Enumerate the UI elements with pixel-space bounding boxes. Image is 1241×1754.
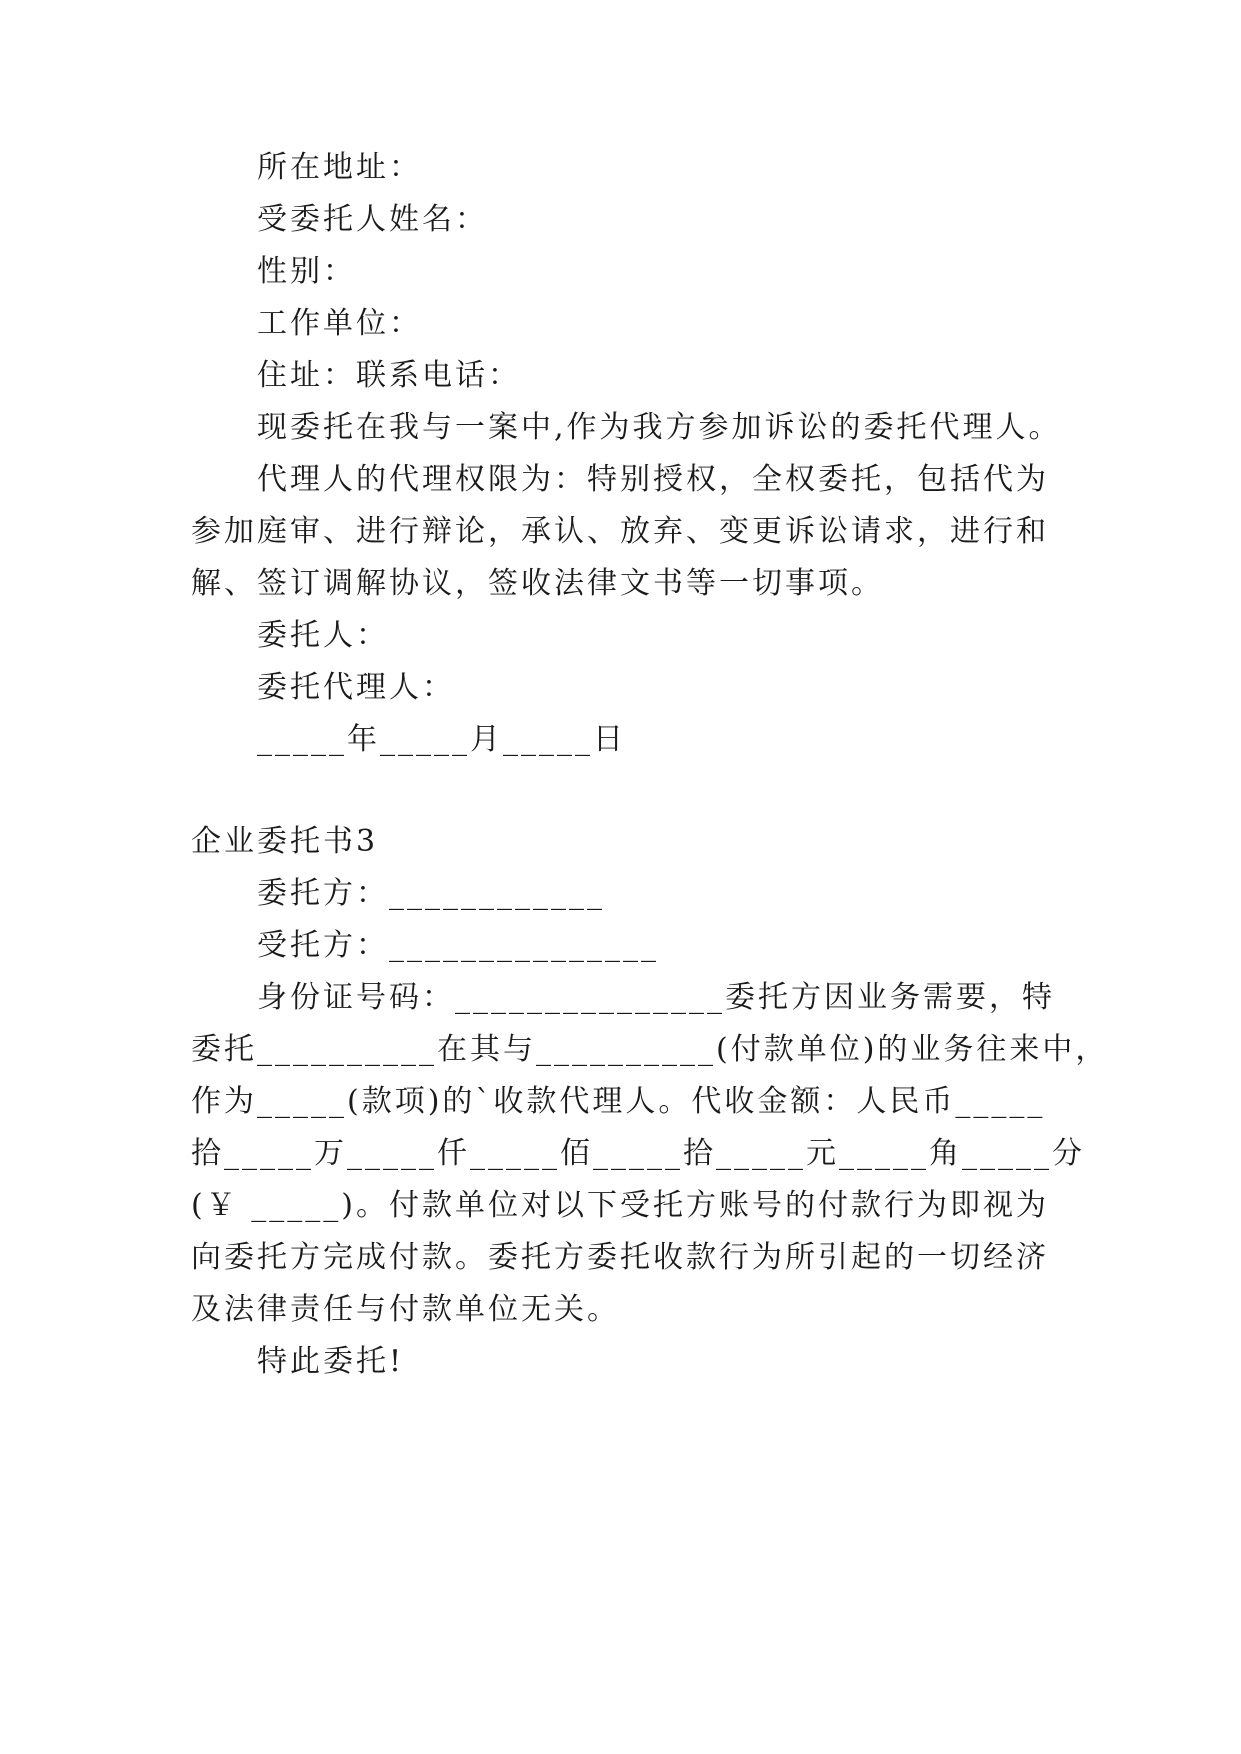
body-line: (￥ _____)。付款单位对以下受托方账号的付款行为即视为 — [191, 1188, 1049, 1223]
authority-line: 解、签订调解协议，签收法律文书等一切事项。 — [191, 566, 884, 601]
body-line: 及法律责任与付款单位无关。 — [191, 1292, 620, 1327]
gender-label: 性别： — [257, 254, 356, 289]
closing-line: 特此委托! — [257, 1344, 405, 1379]
body-line: 身份证号码：_______________委托方因业务需要，特 — [257, 980, 1055, 1015]
work-unit-label: 工作单位： — [257, 306, 422, 341]
body-line: 向委托方完成付款。委托方委托收款行为所引起的一切经济 — [191, 1240, 1049, 1275]
body-line: 拾_____万_____仟_____佰_____拾_____元_____角_____分 — [191, 1136, 1085, 1171]
agent-name-label: 受委托人姓名： — [257, 202, 488, 237]
address-phone-label: 住址：联系电话： — [257, 358, 521, 393]
authority-line: 代理人的代理权限为：特别授权，全权委托，包括代为 — [257, 462, 1049, 497]
authority-line: 参加庭审、进行辩论，承认、放弃、变更诉讼请求，进行和 — [191, 514, 1049, 549]
agent-label: 委托代理人： — [257, 670, 455, 705]
section-title: 企业委托书3 — [191, 824, 379, 859]
body-line: 委托__________在其与__________(付款单位)的业务往来中， — [191, 1032, 1109, 1067]
principal-field: 委托方：____________ — [257, 876, 605, 911]
entrust-statement: 现委托在我与一案中,作为我方参加诉讼的委托代理人。 — [257, 410, 1062, 445]
trustee-field: 受托方：_______________ — [257, 928, 659, 963]
principal-label: 委托人： — [257, 618, 389, 653]
date-line: _____年_____月_____日 — [257, 722, 626, 757]
address-label: 所在地址： — [257, 150, 422, 185]
body-line: 作为_____(款项)的`收款代理人。代收金额：人民币_____ — [191, 1084, 1046, 1119]
